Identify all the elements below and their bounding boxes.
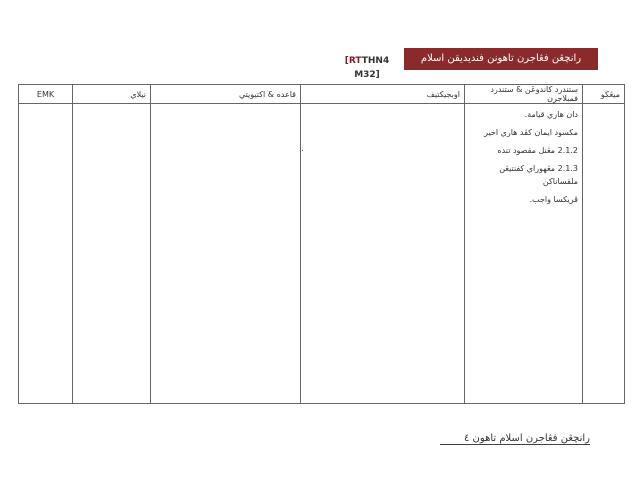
- footer: [440, 430, 590, 448]
- list-item: دان هاري قيامة.: [524, 110, 578, 119]
- cell-emk: [19, 104, 73, 404]
- cell-objectives: [301, 104, 465, 404]
- list-item: ڤريکسا واجب.: [529, 195, 578, 204]
- document-code: [332, 54, 402, 80]
- cell-dot: .: [301, 144, 304, 154]
- column-header-emk: EMK: [19, 85, 73, 104]
- list-item: 2.1.3 مڠهوراي کفنتيڠن ملقساناکن: [499, 164, 578, 186]
- lesson-plan-table: [18, 84, 625, 404]
- list-item: 2.1.2 مڠنل مقصود تنده: [497, 146, 578, 155]
- document-code-prefix: [RT: [344, 56, 362, 66]
- list-item: مکسود ايمان کڤد هاري اخير: [484, 128, 578, 137]
- document-code-suffix: THN4 M32]: [354, 56, 390, 80]
- document-title-banner: رانچڠن فڠاجرن تاهونن فنديديقن اسلام: [404, 48, 598, 70]
- column-header-values: نيلاي: [73, 85, 151, 104]
- footer-text: رانچڠن فڠاجرن اسلام تاهون ٤: [464, 433, 590, 444]
- cell-weeks: [583, 104, 625, 404]
- table-row: [19, 104, 625, 404]
- cell-standards: [465, 104, 583, 404]
- column-header-activities: قاعده & اکتيويتي: [151, 85, 301, 104]
- column-header-standards: ستندرد کاندوڠن & ستندرد فمبلاجرن: [465, 85, 583, 104]
- footer-underline: [440, 444, 590, 445]
- cell-activities: [151, 104, 304, 404]
- column-header-objectives: اوبجيکتيف: [301, 85, 465, 104]
- cell-values: [73, 104, 151, 404]
- standards-list: [469, 108, 578, 206]
- column-header-weeks: ميڠڬو: [583, 85, 625, 104]
- table-header-row: [19, 85, 625, 104]
